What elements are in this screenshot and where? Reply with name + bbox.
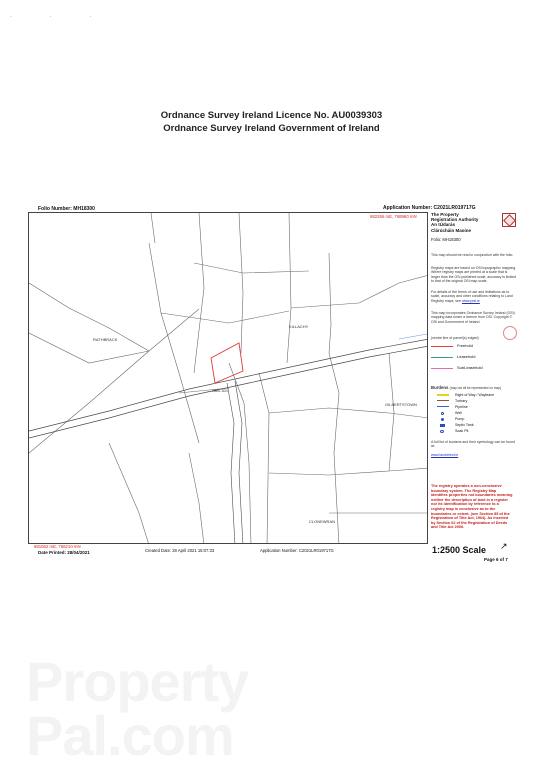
label-gilbertstown: GILBERTSTOWN bbox=[385, 402, 417, 407]
authority-line-1: The Property bbox=[431, 212, 459, 217]
government-header: Ordnance Survey Ireland Government of Ireland bbox=[163, 123, 380, 134]
label-parcel: 2BBL.3D1 bbox=[212, 389, 228, 393]
coordinate-top-right: 682266 mE, 768960 mN bbox=[370, 214, 417, 219]
map-scale: 1:2500 Scale bbox=[432, 545, 487, 555]
coordinate-bottom-left: 681062 mE, 768210 mN bbox=[34, 544, 81, 549]
footer-application-number: Application Number: C2021LR019717G bbox=[260, 548, 334, 553]
landdirect-link[interactable]: www.landdirect.ie bbox=[431, 453, 459, 457]
page-number: Page 6 of 7 bbox=[484, 557, 508, 562]
side-lane bbox=[227, 381, 243, 544]
boundary-freehold: Freehold bbox=[431, 342, 517, 350]
map-legend bbox=[431, 212, 521, 544]
authority-line-4: Clárúcháin Maoine bbox=[431, 227, 472, 233]
created-date: Created Date: 28 April 2021 15:07:33 bbox=[145, 548, 215, 553]
stamp-icon bbox=[503, 326, 517, 340]
label-clonewran: CLONEWRAN bbox=[309, 519, 336, 524]
registry-map[interactable] bbox=[28, 212, 428, 544]
north-arrow-icon: ↗ bbox=[500, 541, 508, 551]
legend-note-4: This map incorporates Ordnance Survey Ireland (OSi) mapping data under a licence from OSi. Copyright © OSi and Government of Ireland. bbox=[431, 311, 515, 324]
burdens-heading: Burdens (may not all be represented on map) bbox=[431, 385, 502, 390]
field-boundaries bbox=[29, 213, 428, 544]
prai-logo-icon bbox=[502, 213, 516, 227]
non-conclusive-notice: The registry operates a non-conclusive boundary system. The Registry Map identifies properties not boundaries meaning neither the description of land in a register nor its identification by reference to a registry map is conclusive as to the boundaries or extent. (see Section 85 of the Registration of Title Act, 1964). As inserted by Section 62 of the Registration of Deeds and Title Act 2006. bbox=[431, 484, 513, 530]
application-number: Application Number: C2021LR019717G bbox=[383, 205, 476, 211]
burden-soak-pit: Soak Pit bbox=[431, 429, 517, 435]
burden-right-of-way: Right of Way / Wayleave bbox=[431, 393, 517, 399]
folio-number: Folio Number: MH18300 bbox=[38, 206, 95, 212]
prai-link[interactable]: www.prai.ie bbox=[461, 298, 480, 303]
burden-pipeline: Pipeline bbox=[431, 405, 517, 411]
boundary-subleasehold: SubLeasehold bbox=[431, 364, 517, 372]
legend-note-2: Registry maps are based on OSi topographic mapping. Where registry maps are printed at a scale that is larger than the OSi published scale, accuracy is limited to that of the original OSi map scale. bbox=[431, 266, 517, 283]
legend-note-3: For details of the terms of use and limitations as to scale, accuracy and other conditions relating to Land Registry maps, see www.prai.ie bbox=[431, 290, 513, 303]
label-rathbrack: RATHBRACK bbox=[93, 337, 118, 342]
burden-turbary: Turbary bbox=[431, 399, 517, 405]
authority-line-2: Registration Authority bbox=[431, 217, 479, 223]
freehold-parcel bbox=[211, 343, 243, 383]
propertypal-watermark: Property Pal.com bbox=[26, 650, 249, 767]
boundaries-caption: (centre line of parcel(s) edged) bbox=[431, 336, 479, 340]
burden-septic-tank: Septic Tank bbox=[431, 423, 517, 429]
boundary-leasehold: Leasehold bbox=[431, 353, 517, 361]
burden-pump: Pump bbox=[431, 417, 517, 423]
main-road bbox=[29, 339, 428, 438]
authority-line-3: An tÚdarás bbox=[431, 222, 456, 228]
waterway-line bbox=[399, 334, 427, 339]
authority-name bbox=[431, 212, 491, 233]
burdens-note: A full list of burdens and their symbology can be found at: bbox=[431, 440, 515, 449]
date-printed: Date Printed: 28/04/2021 bbox=[38, 550, 90, 555]
burden-well: Well bbox=[431, 411, 517, 417]
map-canvas bbox=[29, 213, 428, 544]
scan-specks: · · · bbox=[10, 14, 110, 20]
label-killachy: KILLACHY bbox=[289, 324, 309, 329]
legend-folio: Folio: MH18300 bbox=[431, 237, 461, 242]
legend-note-1: This map should be read in conjunction with the folio. bbox=[431, 253, 514, 257]
licence-header: Ordnance Survey Ireland Licence No. AU0039303 bbox=[160, 110, 383, 121]
